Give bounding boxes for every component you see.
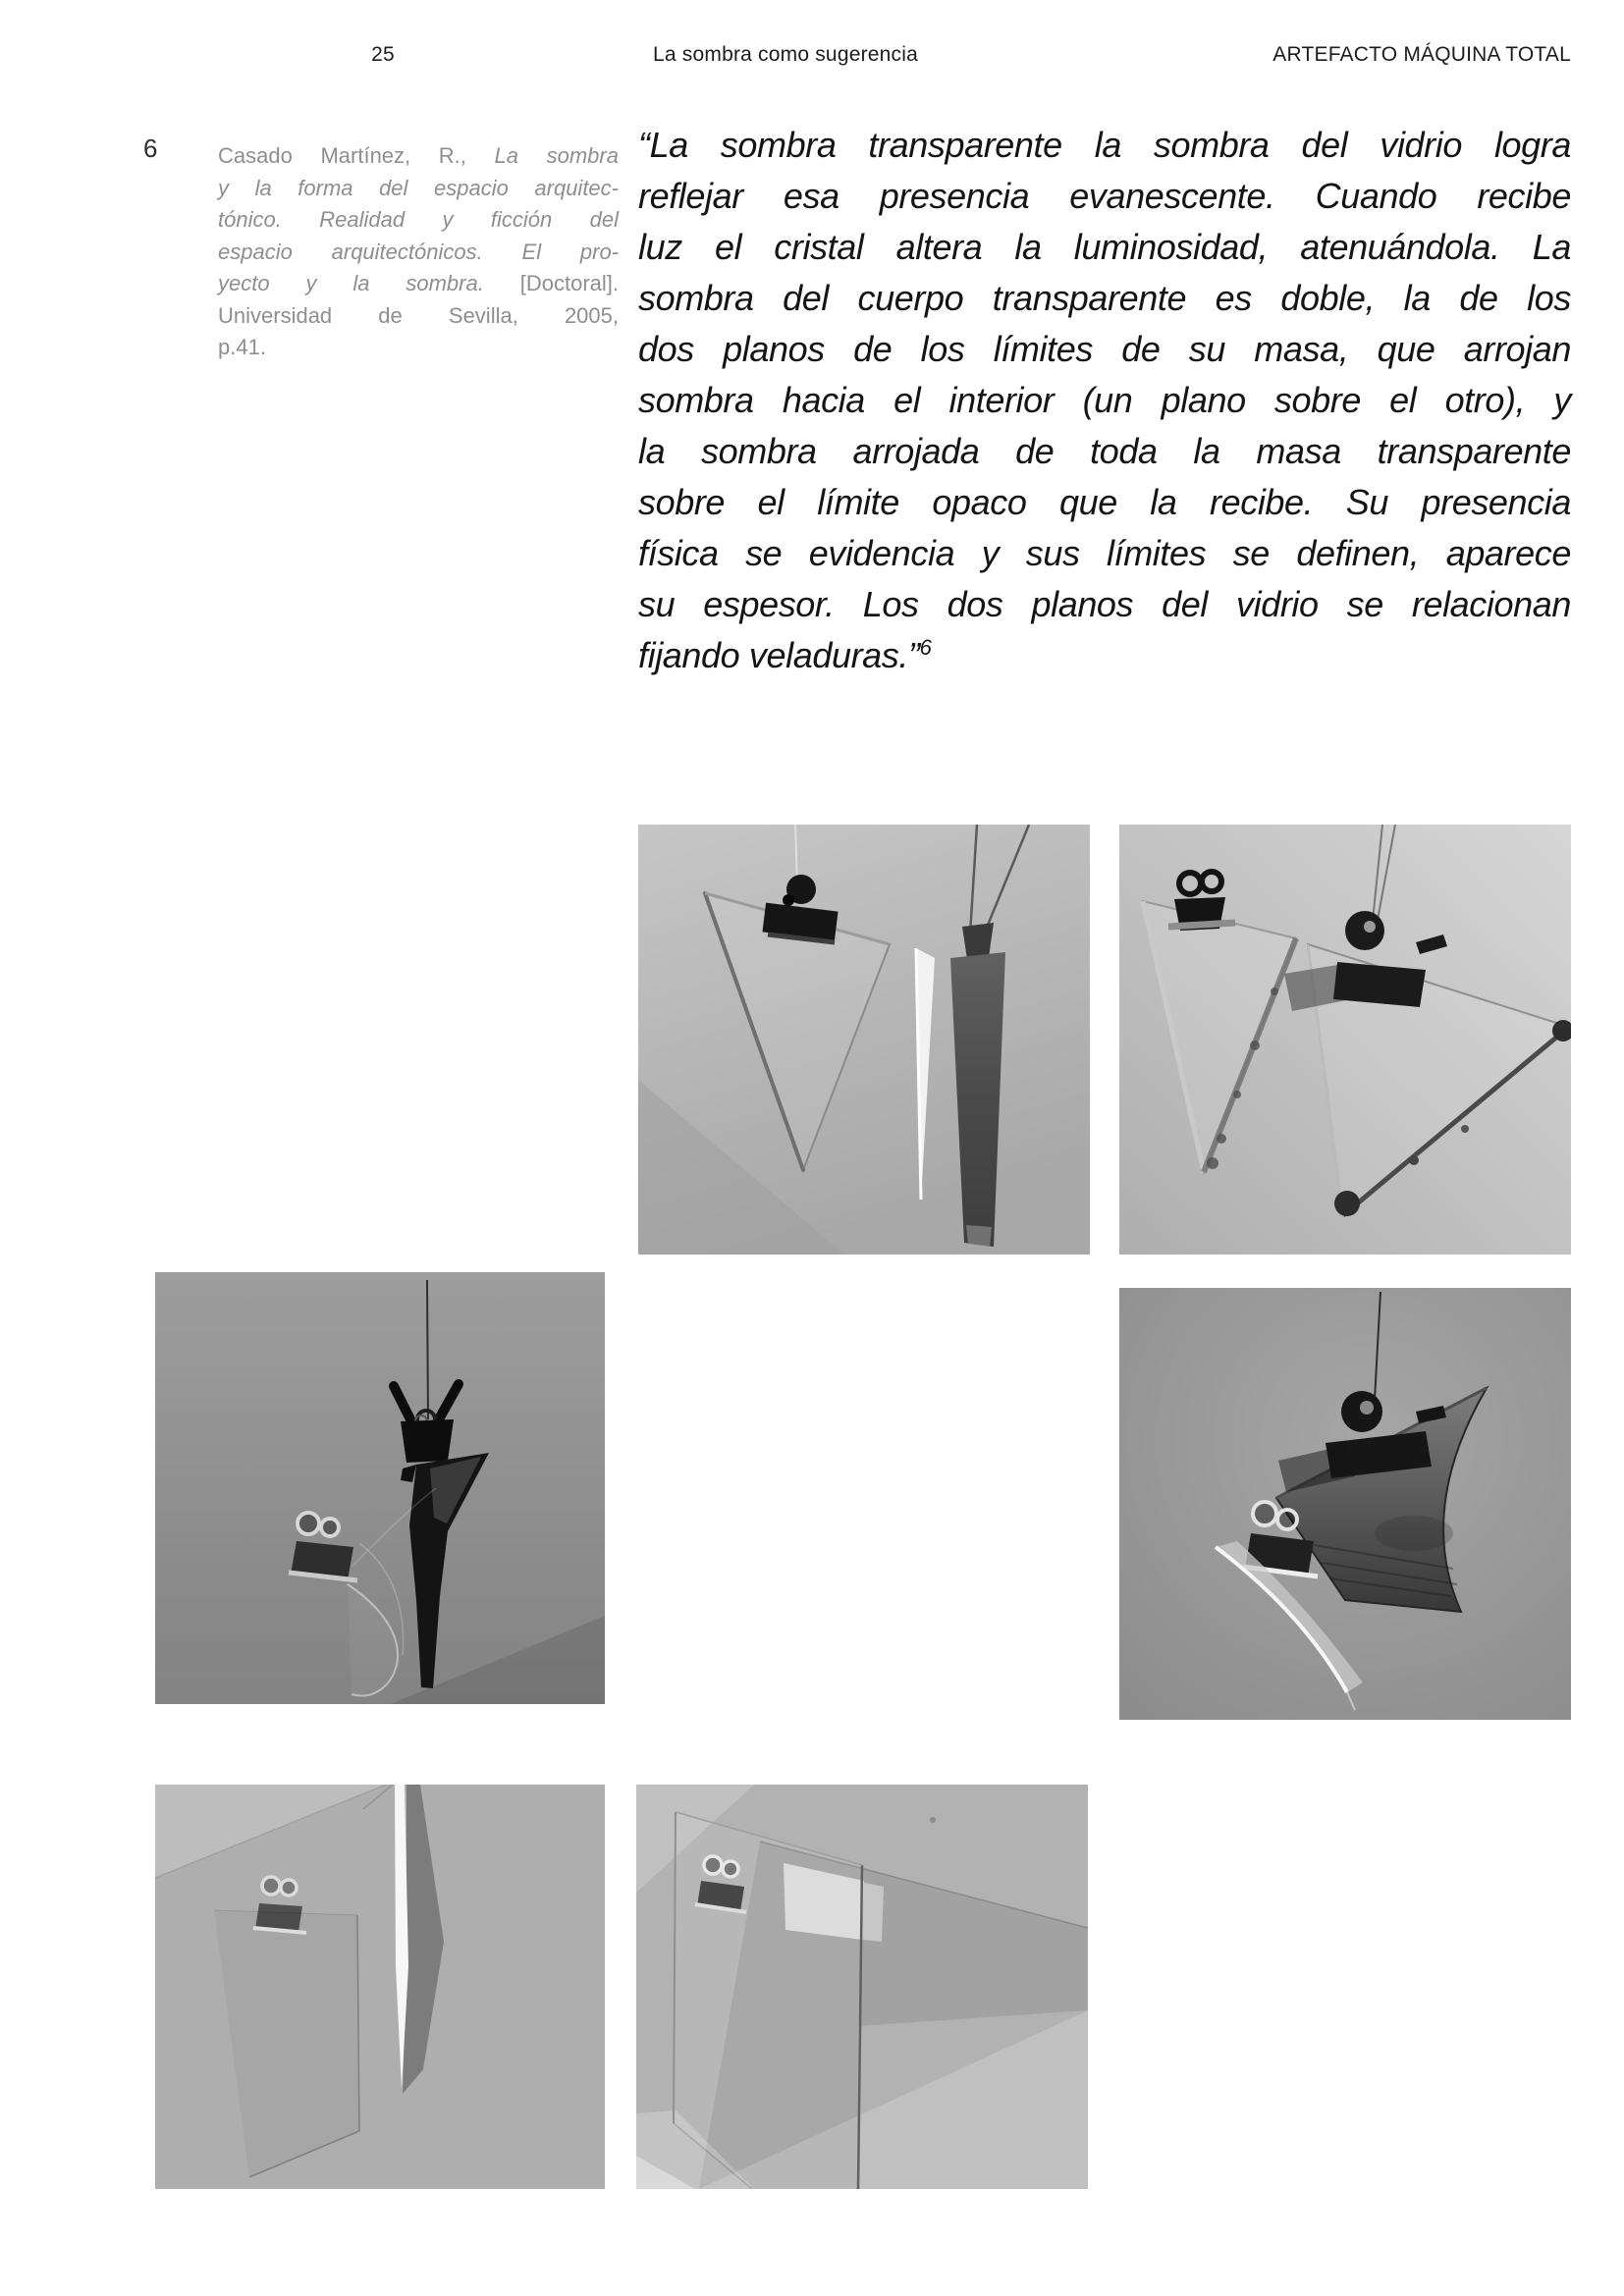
photo-glass-sheets	[636, 1785, 1088, 2189]
citation-title-part: La sombra	[494, 143, 619, 168]
photo-dark-shard	[155, 1272, 605, 1704]
quote-line: dos planos de los límites de su masa, que arrojan	[638, 329, 1571, 369]
running-title-section: La sombra como sugerencia	[653, 43, 918, 66]
photo-glass-triangle-clip	[638, 825, 1090, 1255]
quote-block	[638, 120, 1571, 681]
photo-two-triangles	[1119, 825, 1571, 1255]
citation-type: [Doctoral].	[519, 271, 619, 295]
citation-title-part: yecto y la sombra.	[218, 271, 484, 295]
footnote-citation	[218, 140, 619, 364]
photo-1-canvas	[638, 825, 1090, 1255]
citation-line: Universidad de Sevilla, 2005,	[218, 302, 619, 328]
photo-3-canvas	[155, 1272, 605, 1704]
footnote-ref: 6	[919, 635, 932, 660]
photo-4-canvas	[1119, 1288, 1571, 1720]
citation-line: tónico. Realidad y ficción del	[218, 207, 619, 232]
citation-author: Casado Martínez, R.,	[218, 143, 466, 168]
citation-line: y la forma del espacio arquitec-	[218, 175, 619, 200]
photo-5-canvas	[155, 1785, 605, 2189]
quote-line: sobre el límite opaco que la recibe. Su presencia	[638, 482, 1571, 522]
citation-line	[218, 268, 619, 300]
photo-light-blade	[155, 1785, 605, 2189]
quote-closing: fijando veladuras.”	[638, 635, 920, 675]
quote-line: luz el cristal altera la luminosidad, atenuándola. La	[638, 227, 1571, 267]
running-title-book: ARTEFACTO MÁQUINA TOTAL	[1272, 43, 1571, 66]
photo-2-canvas	[1119, 825, 1571, 1255]
quote-line: la sombra arrojada de toda la masa transparente	[638, 431, 1571, 471]
quote-line: sombra hacia el interior (un plano sobre el otro), y	[638, 380, 1571, 420]
page-number: 25	[371, 43, 395, 66]
citation-line	[218, 140, 619, 173]
quote-line: su espesor. Los dos planos del vidrio se relacionan	[638, 584, 1571, 624]
quote-line: física se evidencia y sus límites se definen, aparece	[638, 533, 1571, 573]
floor-light-right	[858, 2010, 1088, 2189]
photo-6-canvas	[636, 1785, 1088, 2189]
citation-page-ref: p.41.	[218, 335, 266, 359]
photo-dark-sail	[1119, 1288, 1571, 1720]
quote-line: sombra del cuerpo transparente es doble, la de los	[638, 278, 1571, 318]
citation-line: espacio arquitectónicos. El pro-	[218, 239, 619, 264]
quote-line	[638, 630, 1571, 681]
wall-spot	[930, 1817, 936, 1823]
quote-line: reflejar esa presencia evanescente. Cuando recibe	[638, 176, 1571, 216]
front-glass-sheet	[674, 1812, 862, 2189]
quote-line: “La sombra transparente la sombra del vidrio logra	[638, 125, 1571, 165]
footnote-marker: 6	[143, 133, 158, 163]
